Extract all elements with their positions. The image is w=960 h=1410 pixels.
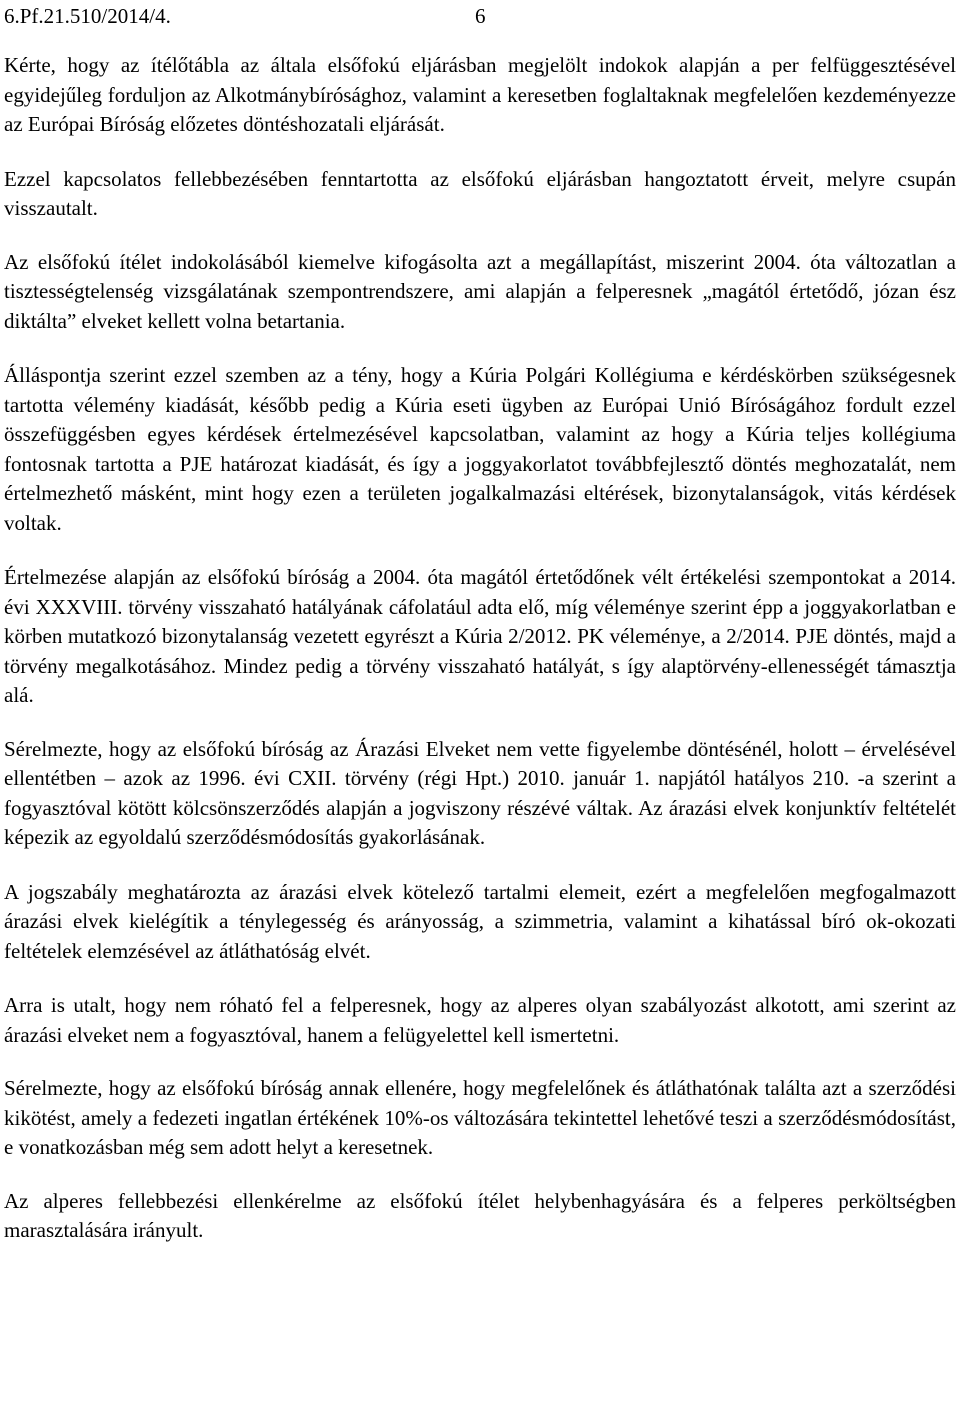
paragraph-request: Kérte, hogy az ítélőtábla az általa elsőfokú eljárásban megjelölt indokok alapján a per felfüggesztésével egyidejűleg forduljon az Alkotmánybírósághoz, valamint a keresetben foglaltaknak megfelelően kezdeményezze az Európai Bíróság előzetes döntéshozatali eljárását. [4, 53, 956, 136]
document-page [4, 0, 956, 1242]
paragraph-objection: Az elsőfokú ítélet indokolásából kiemelve kifogásolta azt a megállapítást, miszerint 2004. óta változatlan a tisztességtelenség vizsgálatának szempontrendszere, ami alapján a felperesnek „magától értetődő, józan ész diktálta” elveket kellett volna betartania. [4, 249, 956, 333]
paragraph-legal-requirements: A jogszabály meghatározta az árazási elvek kötelező tartalmi elemeit, ezért a megfelelően megfogalmazott árazási elvek kielégítik a ténylegesség és arányosság, a szimmetria, valamint a kihatással bíró ok-okozati feltételek elemzésével az átláthatóság elvét. [4, 879, 956, 963]
document-body [4, 51, 956, 1246]
page-number: 6 [475, 4, 486, 28]
page-header [4, 0, 956, 32]
paragraph-pricing-principles: Sérelmezte, hogy az elsőfokú bíróság az Árazási Elveket nem vette figyelembe döntésénél, holott – érvelésével ellentétben – azok az 1996. évi CXII. törvény (régi Hpt.) 2010. január 1. napjától hatályos 210. -a szerint a fogyasztóval kötött kölcsönszerződés alapján a jogviszony részévé váltak. Az árazási elvek konjunktív feltételét képezik az egyoldalú szerződésmódosítás gyakorlásának. [4, 736, 956, 849]
case-number: 6.Pf.21.510/2014/4. [4, 4, 171, 28]
paragraph-position: Álláspontja szerint ezzel szemben az a tény, hogy a Kúria Polgári Kollégiuma e kérdéskörben szükségesnek tartotta vélemény kiadását, később pedig a Kúria eseti ügyben az Európai Unió Bíróságához fordult ezzel összefüggésben egyes kérdések értelmezésével kapcsolatban, valamint az hogy a Kúria teljes kollégiuma fontosnak tartotta a PJE határozat kiadását, és így a joggyakorlatot továbbfejlesztő döntés meghozatalát, nem értelmezhető másként, mint hogy ezen a területen jogalkalmazási eltérések, bizonytalanságok, vitás kérdések voltak. [4, 363, 956, 535]
paragraph-contract-clause: Sérelmezte, hogy az elsőfokú bíróság annak ellenére, hogy megfelelőnek és átláthatónak találta azt a szerződési kikötést, amely a fedezeti ingatlan értékének 10%-os változására tekintettel lehetővé teszi a szerződésmódosítást, e vonatkozásban még sem adott helyt a keresetnek. [4, 1076, 956, 1159]
paragraph-interpretation: Értelmezése alapján az elsőfokú bíróság a 2004. óta magától értetődőnek vélt értékelési szempontokat a 2014. évi XXXVIII. törvény visszaható hatályának cáfolatául adta elő, míg véleménye szerint épp a joggyakorlatban e körben mutatkozó bizonytalanság vezetett egyrészt a Kúria 2/2012. PK véleménye, a 2/2014. PJE döntés, majd a törvény megalkotásához. Mindez pedig a törvény visszaható hatályát, s így alaptörvény-ellenességét támasztja alá. [4, 565, 956, 707]
paragraph-counter-request: Az alperes fellebbezési ellenkérelme az elsőfokú ítélet helybenhagyására és a felperes perköltségben marasztalására irányult. [4, 1188, 956, 1242]
paragraph-supervision: Arra is utalt, hogy nem róható fel a felperesnek, hogy az alperes olyan szabályozást alkotott, ami szerint az árazási elveket nem a fogyasztóval, hanem a felügyelettel kell ismertetni. [4, 993, 956, 1047]
paragraph-appeal-arguments: Ezzel kapcsolatos fellebbezésében fenntartotta az elsőfokú eljárásban hangoztatott érveit, melyre csupán visszautalt. [4, 166, 956, 220]
